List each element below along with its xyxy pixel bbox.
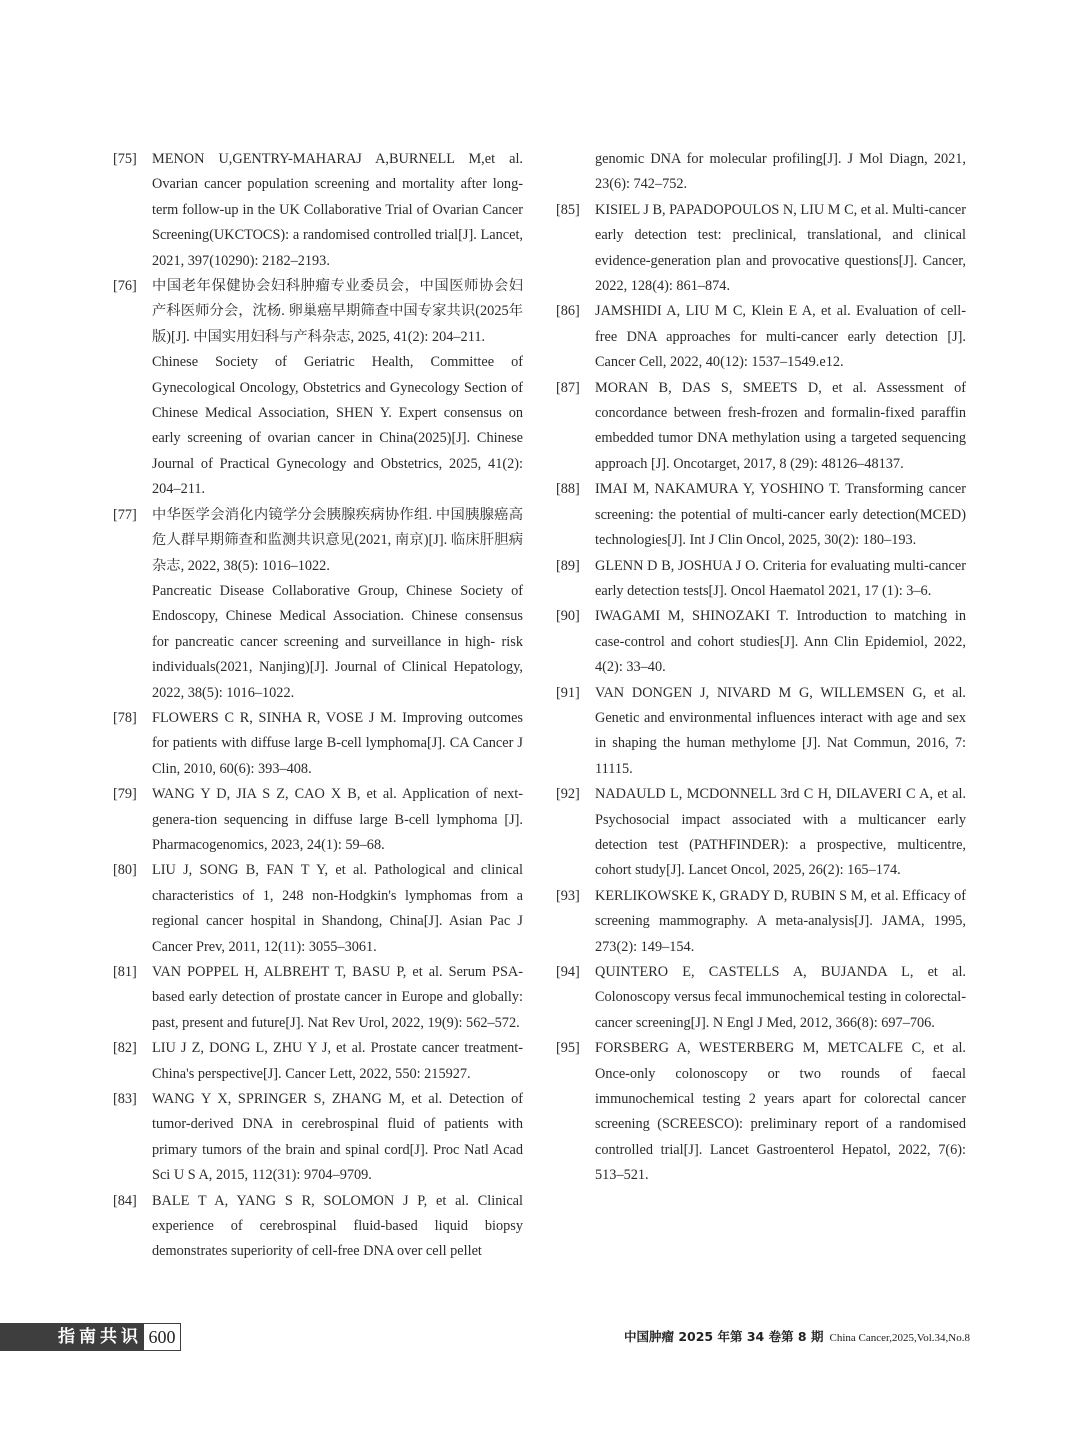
reference-88 xyxy=(556,477,966,553)
reference-text: 中华医学会消化内镜学分会胰腺疾病协作组. 中国胰腺癌高危人群早期筛查和监测共识意见(2021, 南京)[J]. 临床肝胆病杂志, 2022, 38(5): 1016–1022. xyxy=(152,506,523,574)
reference-number: [88] xyxy=(556,481,580,498)
reference-number: [92] xyxy=(556,786,580,803)
reference-95 xyxy=(556,1036,966,1188)
reference-83 xyxy=(113,1087,523,1189)
section-label: 指南共识 xyxy=(0,1323,143,1351)
reference-number: [95] xyxy=(556,1040,580,1057)
reference-92 xyxy=(556,782,966,884)
reference-text: MENON U,GENTRY-MAHARAJ A,BURNELL M,et al. Ovarian cancer population screening and mortality after long-term follow-up in the UK Collaborative Trial of Ovarian Cancer Screening(UKCTOCS): a randomised controlled trial[J]. Lancet, 2021, 397(10290): 2182–2193. xyxy=(152,151,523,269)
reference-number: [90] xyxy=(556,608,580,625)
reference-number: [91] xyxy=(556,684,580,701)
reference-number: [83] xyxy=(113,1091,137,1108)
reference-number: [81] xyxy=(113,964,137,980)
reference-84-continuation: genomic DNA for molecular profiling[J]. J Mol Diagn, 2021, 23(6): 742–752. xyxy=(595,151,966,193)
reference-translation: Chinese Society of Geriatric Health, Committee of Gynecological Oncology, Obstetrics and Gynecology Section of Chinese Medical Association, SHEN Y. Expert consensus on early screening of ovarian cancer in China(2025)[J]. Chinese Journal of Practical Gynecology and Obstetrics, 2025, 41(2): 204–211. xyxy=(152,354,523,498)
reference-text: VAN DONGEN J, NIVARD M G, WILLEMSEN G, et al. Genetic and environmental influences interact with age and sex in shaping the human methylome [J]. Nat Commun, 2016, 7: 11115. xyxy=(595,684,966,777)
reference-number: [85] xyxy=(556,201,580,218)
reference-89 xyxy=(556,554,966,605)
reference-number: [84] xyxy=(113,1192,137,1209)
reference-81 xyxy=(113,960,523,1036)
reference-number: [79] xyxy=(113,786,137,803)
reference-75 xyxy=(113,147,523,274)
reference-number: [76] xyxy=(113,278,137,295)
reference-text: VAN POPPEL H, ALBREHT T, BASU P, et al. Serum PSA-based early detection of prostate cancer in Europe and globally: past, present and future[J]. Nat Rev Urol, 2022, 19(9): 562–572. xyxy=(152,964,523,1031)
reference-text: LIU J, SONG B, FAN T Y, et al. Pathological and clinical characteristics of 1, 248 non-Hodgkin's lymphomas from a regional cancer hospital in Shandong, China[J]. Asian Pac J Cancer Prev, 2011, 12(11): 3055–3061. xyxy=(152,862,523,955)
reference-91 xyxy=(556,681,966,783)
reference-number: [87] xyxy=(556,379,580,396)
reference-text: FORSBERG A, WESTERBERG M, METCALFE C, et al. Once-only colonoscopy or two rounds of faecal immunochemical testing 2 years apart for colorectal cancer screening (SCREESCO): preliminary report of a randomised controlled trial[J]. Lancet Gastroenterol Hepatol, 2022, 7(6): 513–521. xyxy=(595,1040,966,1184)
right-column xyxy=(556,147,966,1189)
left-column xyxy=(113,147,523,1265)
reference-80 xyxy=(113,858,523,960)
journal-title-chinese: 中国肿瘤 2025 年第 34 卷第 8 期 xyxy=(623,1329,824,1344)
reference-76 xyxy=(113,274,523,503)
reference-number: [77] xyxy=(113,506,137,523)
reference-translation: Pancreatic Disease Collaborative Group, Chinese Society of Endoscopy, Chinese Medical Association. Chinese consensus for pancreatic cancer screening and surveillance in high- risk individuals(2021, Nanjing)[J]. Journal of Clinical Hepatology, 2022, 38(5): 1016–1022. xyxy=(152,582,523,701)
reference-79 xyxy=(113,782,523,858)
reference-number: [93] xyxy=(556,887,580,904)
journal-title-english: China Cancer,2025,Vol.34,No.8 xyxy=(829,1332,970,1344)
reference-77 xyxy=(113,503,523,706)
reference-number: [78] xyxy=(113,709,137,726)
reference-86 xyxy=(556,299,966,375)
reference-number: [86] xyxy=(556,303,580,320)
reference-87 xyxy=(556,376,966,478)
reference-text: WANG Y X, SPRINGER S, ZHANG M, et al. Detection of tumor-derived DNA in cerebrospinal fluid of patients with primary tumors of the brain and spinal cord[J]. Proc Natl Acad Sci U S A, 2015, 112(31): 9704–9709. xyxy=(152,1091,523,1184)
reference-number: [89] xyxy=(556,557,580,574)
reference-text: IWAGAMI M, SHINOZAKI T. Introduction to matching in case-control and cohort studies[J]. Ann Clin Epidemiol, 2022, 4(2): 33–40. xyxy=(595,608,966,676)
reference-number: [82] xyxy=(113,1040,137,1057)
reference-90 xyxy=(556,604,966,680)
reference-82 xyxy=(113,1036,523,1087)
reference-text: MORAN B, DAS S, SMEETS D, et al. Assessment of concordance between fresh-frozen and formalin-fixed paraffin embedded tumor DNA methylation using a targeted sequencing approach [J]. Oncotarget, 2017, 8 (29): 48126–48137. xyxy=(595,379,966,472)
reference-text: BALE T A, YANG S R, SOLOMON J P, et al. Clinical experience of cerebrospinal fluid-based liquid biopsy demonstrates superiority of cell-free DNA over cell pellet xyxy=(152,1192,523,1260)
reference-text: QUINTERO E, CASTELLS A, BUJANDA L, et al. Colonoscopy versus fecal immunochemical testing in colorectal-cancer screening[J]. N Engl J Med, 2012, 366(8): 697–706. xyxy=(595,964,966,1031)
reference-text: KISIEL J B, PAPADOPOULOS N, LIU M C, et al. Multi-cancer early detection test: preclinical, translational, and clinical evidence-generation plan and provocative questions[J]. Cancer, 2022, 128(4): 861–874. xyxy=(595,201,966,295)
reference-text: 中国老年保健协会妇科肿瘤专业委员会，中国医师协会妇产科医师分会，沈杨. 卵巢癌早期筛查中国专家共识(2025年版)[J]. 中国实用妇科与产科杂志, 2025, 41(2): 204–211. xyxy=(152,278,523,345)
reference-text: GLENN D B, JOSHUA J O. Criteria for evaluating multi-cancer early detection tests[J]. Oncol Haematol 2021, 17 (1): 3–6. xyxy=(595,557,966,599)
reference-text: FLOWERS C R, SINHA R, VOSE J M. Improving outcomes for patients with diffuse large B-cell lymphoma[J]. CA Cancer J Clin, 2010, 60(6): 393–408. xyxy=(152,709,523,777)
reference-84 xyxy=(113,1189,523,1265)
reference-number: [94] xyxy=(556,964,580,980)
reference-85 xyxy=(556,198,966,300)
reference-number: [75] xyxy=(113,151,137,167)
reference-text: IMAI M, NAKAMURA Y, YOSHINO T. Transforming cancer screening: the potential of multi-cancer early detection(MCED) technologies[J]. Int J Clin Oncol, 2025, 30(2): 180–193. xyxy=(595,481,966,549)
reference-94 xyxy=(556,960,966,1036)
journal-info xyxy=(590,1327,970,1345)
page-number: 600 xyxy=(143,1323,181,1351)
reference-text: NADAULD L, MCDONNELL 3rd C H, DILAVERI C A, et al. Psychosocial impact associated with a multicancer early detection test (PATHFINDER): a prospective, multicentre, cohort study[J]. Lancet Oncol, 2025, 26(2): 165–174. xyxy=(595,786,966,879)
reference-78 xyxy=(113,706,523,782)
reference-number: [80] xyxy=(113,862,137,879)
reference-text: KERLIKOWSKE K, GRADY D, RUBIN S M, et al. Efficacy of screening mammography. A meta-analysis[J]. JAMA, 1995, 273(2): 149–154. xyxy=(595,887,966,955)
reference-93 xyxy=(556,884,966,960)
reference-text: JAMSHIDI A, LIU M C, Klein E A, et al. Evaluation of cell-free DNA approaches for multi-cancer early detection [J]. Cancer Cell, 2022, 40(12): 1537–1549.e12. xyxy=(595,303,966,371)
reference-text: LIU J Z, DONG L, ZHU Y J, et al. Prostate cancer treatment-China's perspective[J]. Cancer Lett, 2022, 550: 215927. xyxy=(152,1040,523,1082)
reference-text: WANG Y D, JIA S Z, CAO X B, et al. Application of next-genera-tion sequencing in diffuse large B-cell lymphoma [J]. Pharmacogenomics, 2023, 24(1): 59–68. xyxy=(152,786,523,853)
